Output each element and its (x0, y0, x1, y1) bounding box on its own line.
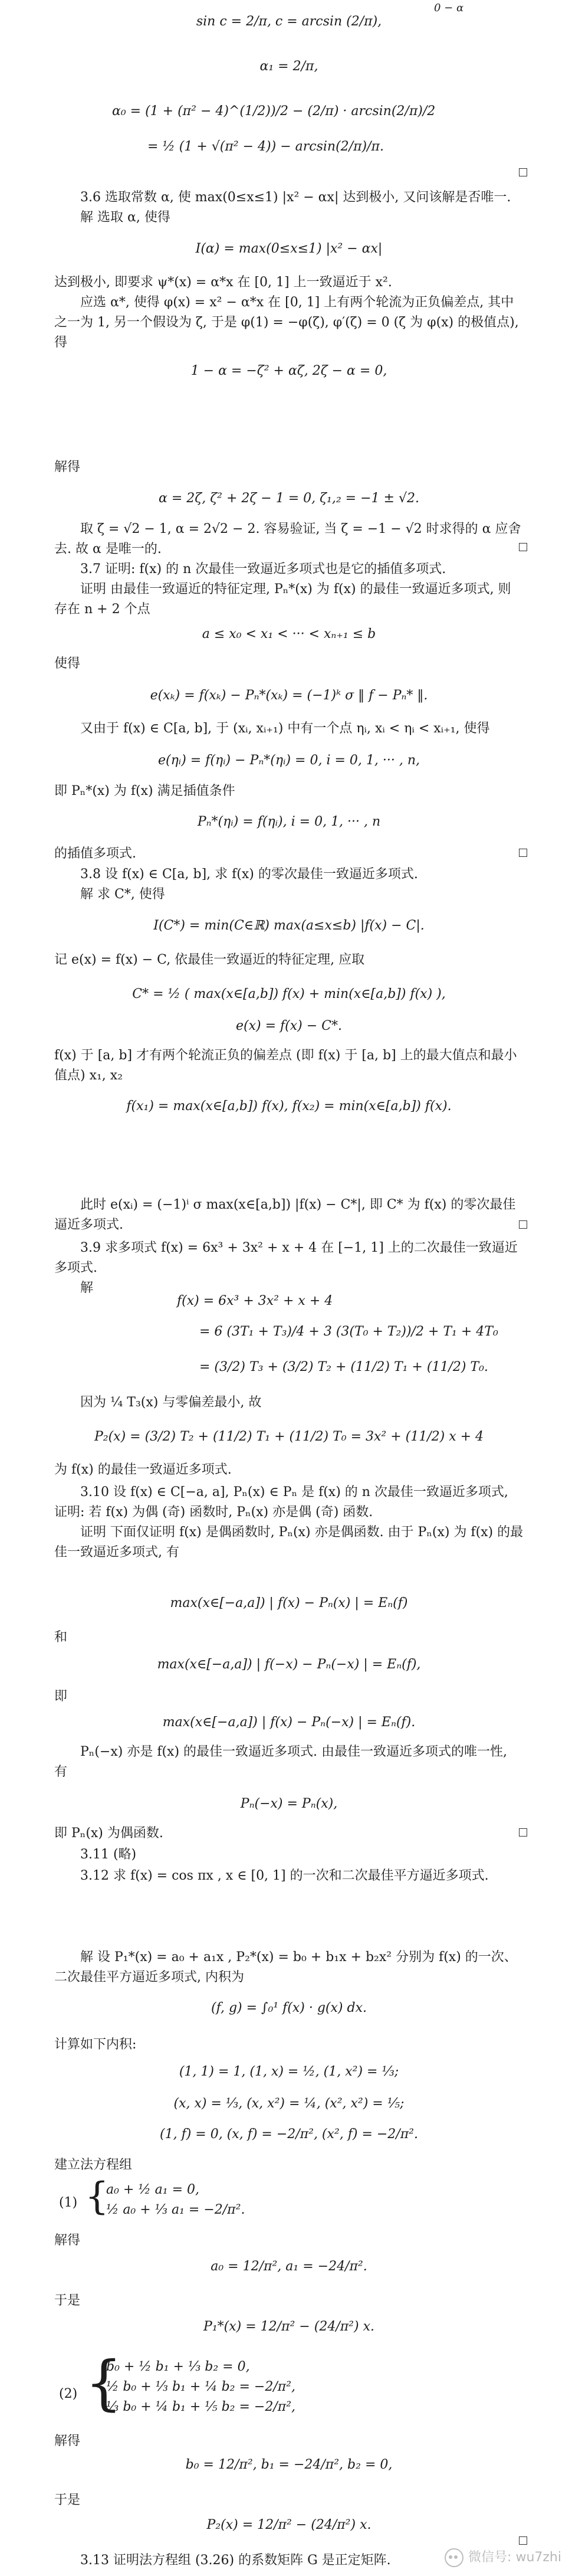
equation: max(x∈[−a,a]) | f(x) − Pₙ(x) | = Eₙ(f) (170, 1596, 408, 1611)
top-fragment: 0 − α (434, 2, 464, 14)
system-row: b₀ + ½ b₁ + ⅓ b₂ = 0, (106, 2359, 250, 2374)
problem-statement: 3.13 证明法方程组 (3.26) 的系数矩阵 G 是正定矩阵. (80, 2553, 391, 2568)
paragraph (54, 2431, 524, 2451)
paragraph-text: 解得 (54, 2233, 81, 2248)
system-rows (106, 2357, 295, 2417)
paragraph (54, 1460, 524, 1480)
qed-box (519, 1220, 527, 1229)
paragraph (54, 2291, 524, 2311)
paragraph (54, 1824, 524, 1844)
equation: = ½ (1 + √(π² − 4)) − arcsin(2/π)/π. (147, 139, 384, 154)
equation: a₀ = 12/π², a₁ = −24/π². (211, 2259, 367, 2274)
equation: e(xₖ) = f(xₖ) − Pₙ*(xₖ) = (−1)ᵏ σ ‖ f − Pₙ* ‖. (150, 688, 428, 703)
paragraph (54, 1628, 524, 1648)
paragraph-text: 为 f(x) 的最佳一致逼近多项式. (54, 1462, 232, 1477)
paragraph (54, 844, 524, 864)
equation: max(x∈[−a,a]) | f(x) − Pₙ(−x) | = Eₙ(f). (162, 1715, 416, 1730)
equation: e(x) = f(x) − C*. (236, 1019, 342, 1033)
paragraph-text: 解得 (54, 2434, 81, 2449)
problem-statement: 3.6 选取常数 α, 使 max(0≤x≤1) |x² − αx| 达到极小, 又问该解是否唯一. (80, 190, 511, 205)
paragraph (54, 654, 524, 674)
system-row: ⅓ b₀ + ¼ b₁ + ⅕ b₂ = −2/π², (106, 2400, 296, 2415)
equation: (x, x) = ⅓, (x, x²) = ¼, (x², x²) = ⅕; (173, 2096, 405, 2111)
equation: α₁ = 2/π, (259, 59, 318, 74)
equation: = 6 (3T₁ + T₃)/4 + 3 (3(T₀ + T₂))/2 + T₁ + 4T₀ (199, 1324, 498, 1339)
system-label: (1) (59, 2195, 78, 2210)
equation: P₂(x) = (3/2) T₂ + (11/2) T₁ + (11/2) T₀ = 3x² + (11/2) x + 4 (94, 1429, 484, 1444)
problem-3-10 (54, 1482, 524, 1563)
paragraph (54, 781, 524, 801)
problem-3-12 (54, 1866, 524, 1886)
paragraph-text: 应选 α*, 使得 φ(x) = x² − α*x 在 [0, 1] 上有两个轮流为正负偏差点, 其中之一为 1, 另一个假设为 ζ, 于是 φ(1) = −φ(ζ), φ′(ζ) = 0 (ζ 为 φ(x) 的极值点), 得 (54, 295, 519, 351)
system-row: ½ b₀ + ⅓ b₁ + ¼ b₂ = −2/π², (106, 2379, 296, 2395)
paragraph-text: 记 e(x) = f(x) − C, 依最佳一致逼近的特征定理, 应取 (54, 953, 365, 967)
equation: Pₙ(−x) = Pₙ(x), (240, 1796, 338, 1811)
equation: I(α) = max(0≤x≤1) |x² − αx| (195, 241, 383, 256)
problem-statement: 3.10 设 f(x) ∈ C[−a, a], Pₙ(x) ∈ Pₙ 是 f(x) 的 n 次最佳一致逼近多项式, 证明: 若 f(x) 为偶 (奇) 函数时, Pₙ(x) 亦是偶 (奇) 函数. (54, 1485, 508, 1520)
watermark-text: 微信号: wu7zhi (468, 2549, 561, 2565)
paragraph-text: 计算如下内积: (54, 2037, 137, 2052)
problem-3-11 (54, 1845, 524, 1865)
solution-label: 解 选取 α, 使得 (80, 210, 170, 225)
problem-statement: 3.12 求 f(x) = cos πx , x ∈ [0, 1] 的一次和二次最佳平方逼近多项式. (80, 1868, 489, 1883)
qed-box (519, 1828, 527, 1837)
system-rows (106, 2180, 245, 2220)
equation: e(ηᵢ) = f(ηᵢ) − Pₙ*(ηᵢ) = 0, i = 0, 1, ··· , n, (158, 753, 420, 768)
problem-3-6 (54, 188, 524, 228)
paragraph-text: 此时 e(xᵢ) = (−1)ⁱ σ max(x∈[a,b]) |f(x) − C*|, 即 C* 为 f(x) 的零次最佳逼近多项式. (54, 1197, 516, 1233)
paragraph (54, 2035, 524, 2055)
paragraph-text: f(x) 于 [a, b] 才有两个轮流正负的偏差点 (即 f(x) 于 [a, b] 上的最大值点和最小值点) x₁, x₂ (54, 1048, 517, 1084)
equation: max(x∈[−a,a]) | f(−x) − Pₙ(−x) | = Eₙ(f), (157, 1657, 421, 1672)
system-row: a₀ + ½ a₁ = 0, (106, 2182, 200, 2197)
problem-statement: 3.7 证明: f(x) 的 n 次最佳一致逼近多项式也是它的插值多项式. (80, 562, 446, 577)
paragraph-text: 又由于 f(x) ∈ C[a, b], 于 (xᵢ, xᵢ₊₁) 中有一个点 ηᵢ, xᵢ < ηᵢ < xᵢ₊₁, 使得 (80, 721, 490, 736)
paragraph-text: 的插值多项式. (54, 846, 136, 861)
paragraph (54, 519, 524, 559)
paragraph-text: 建立法方程组 (54, 2158, 133, 2172)
equation: P₁*(x) = 12/π² − (24/π²) x. (203, 2319, 374, 2334)
system-label: (2) (59, 2387, 78, 2401)
equation: = (3/2) T₃ + (3/2) T₂ + (11/2) T₁ + (11/2) T₀. (199, 1360, 488, 1374)
equation: C* = ½ ( max(x∈[a,b]) f(x) + min(x∈[a,b]) f(x) ), (132, 987, 446, 1001)
paragraph-text: 即 (54, 1689, 68, 1704)
watermark (445, 2548, 561, 2568)
paragraph-text: 即 Pₙ(x) 为偶函数. (54, 1826, 163, 1841)
equation: sin c = 2/π, c = arcsin (2/π), (196, 14, 382, 29)
equation: f(x) = 6x³ + 3x² + x + 4 (177, 1294, 333, 1308)
problem-3-8 (54, 865, 524, 905)
paragraph (54, 273, 524, 353)
equation: (1, 1) = 1, (1, x) = ½, (1, x²) = ⅓; (179, 2064, 399, 2079)
equation: α₀ = (1 + (π² − 4)^(1/2))/2 − (2/π) · arcsin(2/π)/2 (112, 104, 436, 119)
equation: P₂(x) = 12/π² − (24/π²) x. (206, 2518, 372, 2532)
paragraph (54, 1687, 524, 1707)
equation: 1 − α = −ζ² + αζ, 2ζ − α = 0, (190, 364, 387, 378)
wechat-icon (445, 2548, 463, 2567)
qed-box (519, 168, 527, 176)
paragraph (54, 1046, 524, 1086)
paragraph-text: 于是 (54, 2293, 81, 2308)
equation: α = 2ζ, ζ² + 2ζ − 1 = 0, ζ₁,₂ = −1 ± √2. (159, 491, 419, 506)
paragraph (54, 719, 524, 739)
paragraph (54, 1742, 524, 1782)
equation: I(C*) = min(C∈ℝ) max(a≤x≤b) |f(x) − C|. (153, 918, 425, 933)
paragraph-text: 因为 ¼ T₃(x) 与零偏差最小, 故 (80, 1395, 262, 1410)
paragraph (54, 1195, 524, 1235)
problem-statement: 3.9 求多项式 f(x) = 6x³ + 3x² + x + 4 在 [−1, 1] 上的二次最佳一致逼近多项式. (54, 1240, 518, 1276)
proof-text: 证明 由最佳一致逼近的特征定理, Pₙ*(x) 为 f(x) 的最佳一致逼近多项式, 则存在 n + 2 个点 (54, 582, 511, 617)
paragraph (54, 457, 524, 477)
paragraph-text: 和 (54, 1630, 68, 1645)
system-row: ½ a₀ + ⅓ a₁ = −2/π². (106, 2202, 245, 2218)
equation: b₀ = 12/π², b₁ = −24/π², b₂ = 0, (185, 2457, 393, 2472)
paragraph (54, 1393, 524, 1413)
paragraph-text: Pₙ(−x) 亦是 f(x) 的最佳一致逼近多项式. 由最佳一致逼近多项式的唯一性, 有 (54, 1744, 508, 1780)
qed-box (519, 849, 527, 857)
solution (54, 1947, 524, 1988)
equation: f(x₁) = max(x∈[a,b]) f(x), f(x₂) = min(x∈[a,b]) f(x). (126, 1099, 452, 1114)
equation: (f, g) = ∫₀¹ f(x) · g(x) dx. (211, 2001, 367, 2015)
paragraph-text: 达到极小, 即要求 ψ*(x) = α*x 在 [0, 1] 上一致逼近于 x². (54, 275, 392, 290)
paragraph-text: 取 ζ = √2 − 1, α = 2√2 − 2. 容易验证, 当 ζ = −1 − √2 时求得的 α 应舍去. 故 α 是唯一的. (54, 522, 521, 557)
paragraph-text: 使得 (54, 656, 81, 671)
paragraph (54, 2231, 524, 2251)
problem-3-7 (54, 559, 524, 620)
qed-box (519, 2536, 527, 2545)
paragraph-text: 解得 (54, 460, 81, 474)
paragraph-text: 于是 (54, 2493, 81, 2508)
qed-box (519, 543, 527, 551)
equation: (1, f) = 0, (x, f) = −2/π², (x², f) = −2/π². (160, 2127, 418, 2142)
equation: Pₙ*(ηᵢ) = f(ηᵢ), i = 0, 1, ··· , n (197, 814, 381, 829)
brace: { (85, 2175, 109, 2218)
brace: { (85, 2348, 123, 2417)
equation: a ≤ x₀ < x₁ < ··· < xₙ₊₁ ≤ b (202, 627, 376, 641)
solution-label: 解 (80, 1281, 94, 1296)
paragraph (54, 950, 524, 970)
problem-statement: 3.11 (略) (80, 1847, 137, 1862)
paragraph (54, 2490, 524, 2510)
proof-text: 证明 下面仅证明 f(x) 是偶函数时, Pₙ(x) 亦是偶函数. 由于 Pₙ(x) 为 f(x) 的最佳一致逼近多项式, 有 (54, 1525, 524, 1560)
solution-label: 解 求 C*, 使得 (80, 887, 165, 902)
problem-statement: 3.8 设 f(x) ∈ C[a, b], 求 f(x) 的零次最佳一致逼近多项式. (80, 867, 418, 882)
paragraph (54, 2155, 524, 2175)
paragraph-text: 即 Pₙ*(x) 为 f(x) 满足插值条件 (54, 784, 235, 798)
problem-3-9 (54, 1238, 524, 1298)
paragraph-text: 解 设 P₁*(x) = a₀ + a₁x , P₂*(x) = b₀ + b₁x + b₂x² 分别为 f(x) 的一次、二次最佳平方逼近多项式, 内积为 (54, 1950, 517, 1985)
